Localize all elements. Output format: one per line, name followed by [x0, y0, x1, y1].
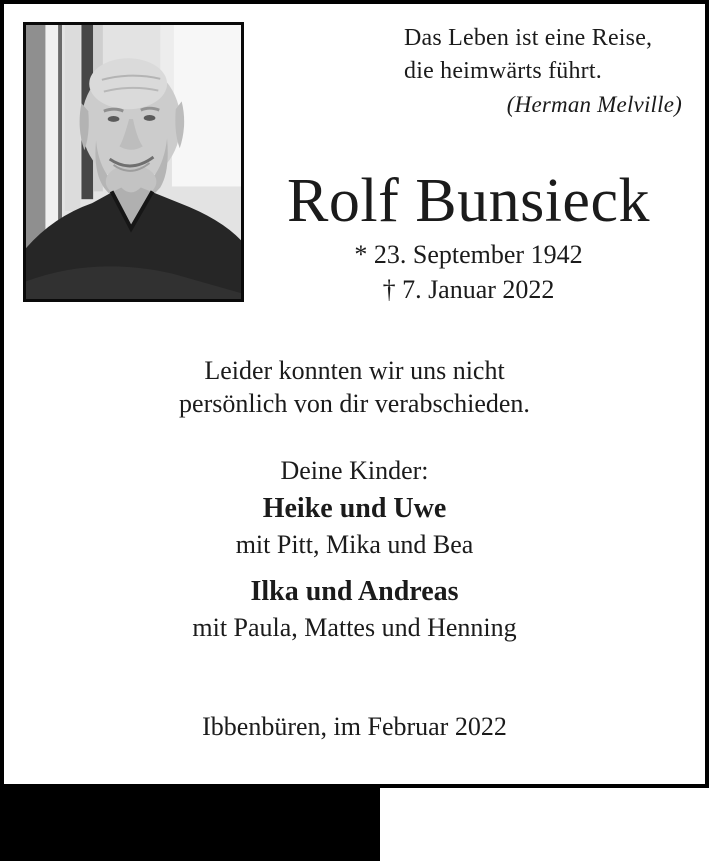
quote-line-2: die heimwärts führt. — [404, 58, 602, 84]
farewell-message-line-1: Leider konnten wir uns nicht — [204, 356, 505, 385]
portrait-photo-illustration — [26, 25, 241, 299]
bottom-black-block — [0, 788, 380, 861]
family-intro: Deine Kinder: — [280, 456, 429, 485]
quote-block — [404, 22, 682, 121]
portrait-photo — [23, 22, 244, 302]
family-group-2-names: Ilka und Andreas — [250, 576, 459, 607]
place-and-date: Ibbenbüren, im Februar 2022 — [202, 712, 507, 741]
quote-attribution: (Herman Melville) — [506, 92, 682, 117]
farewell-message-line-2: persönlich von dir verabschieden. — [179, 389, 530, 418]
death-date: † 7. Januar 2022 — [382, 275, 555, 304]
family-group-1-names: Heike und Uwe — [262, 493, 447, 524]
family-group-2-grandchildren: mit Paula, Mattes und Henning — [192, 613, 517, 642]
life-dates — [238, 237, 699, 307]
quote-line-1: Das Leben ist eine Reise, — [404, 25, 653, 51]
birth-date: * 23. September 1942 — [354, 240, 583, 269]
family-group-1-grandchildren: mit Pitt, Mika und Bea — [235, 530, 474, 559]
deceased-name: Rolf Bunsieck — [287, 167, 650, 235]
farewell-message — [0, 354, 709, 420]
